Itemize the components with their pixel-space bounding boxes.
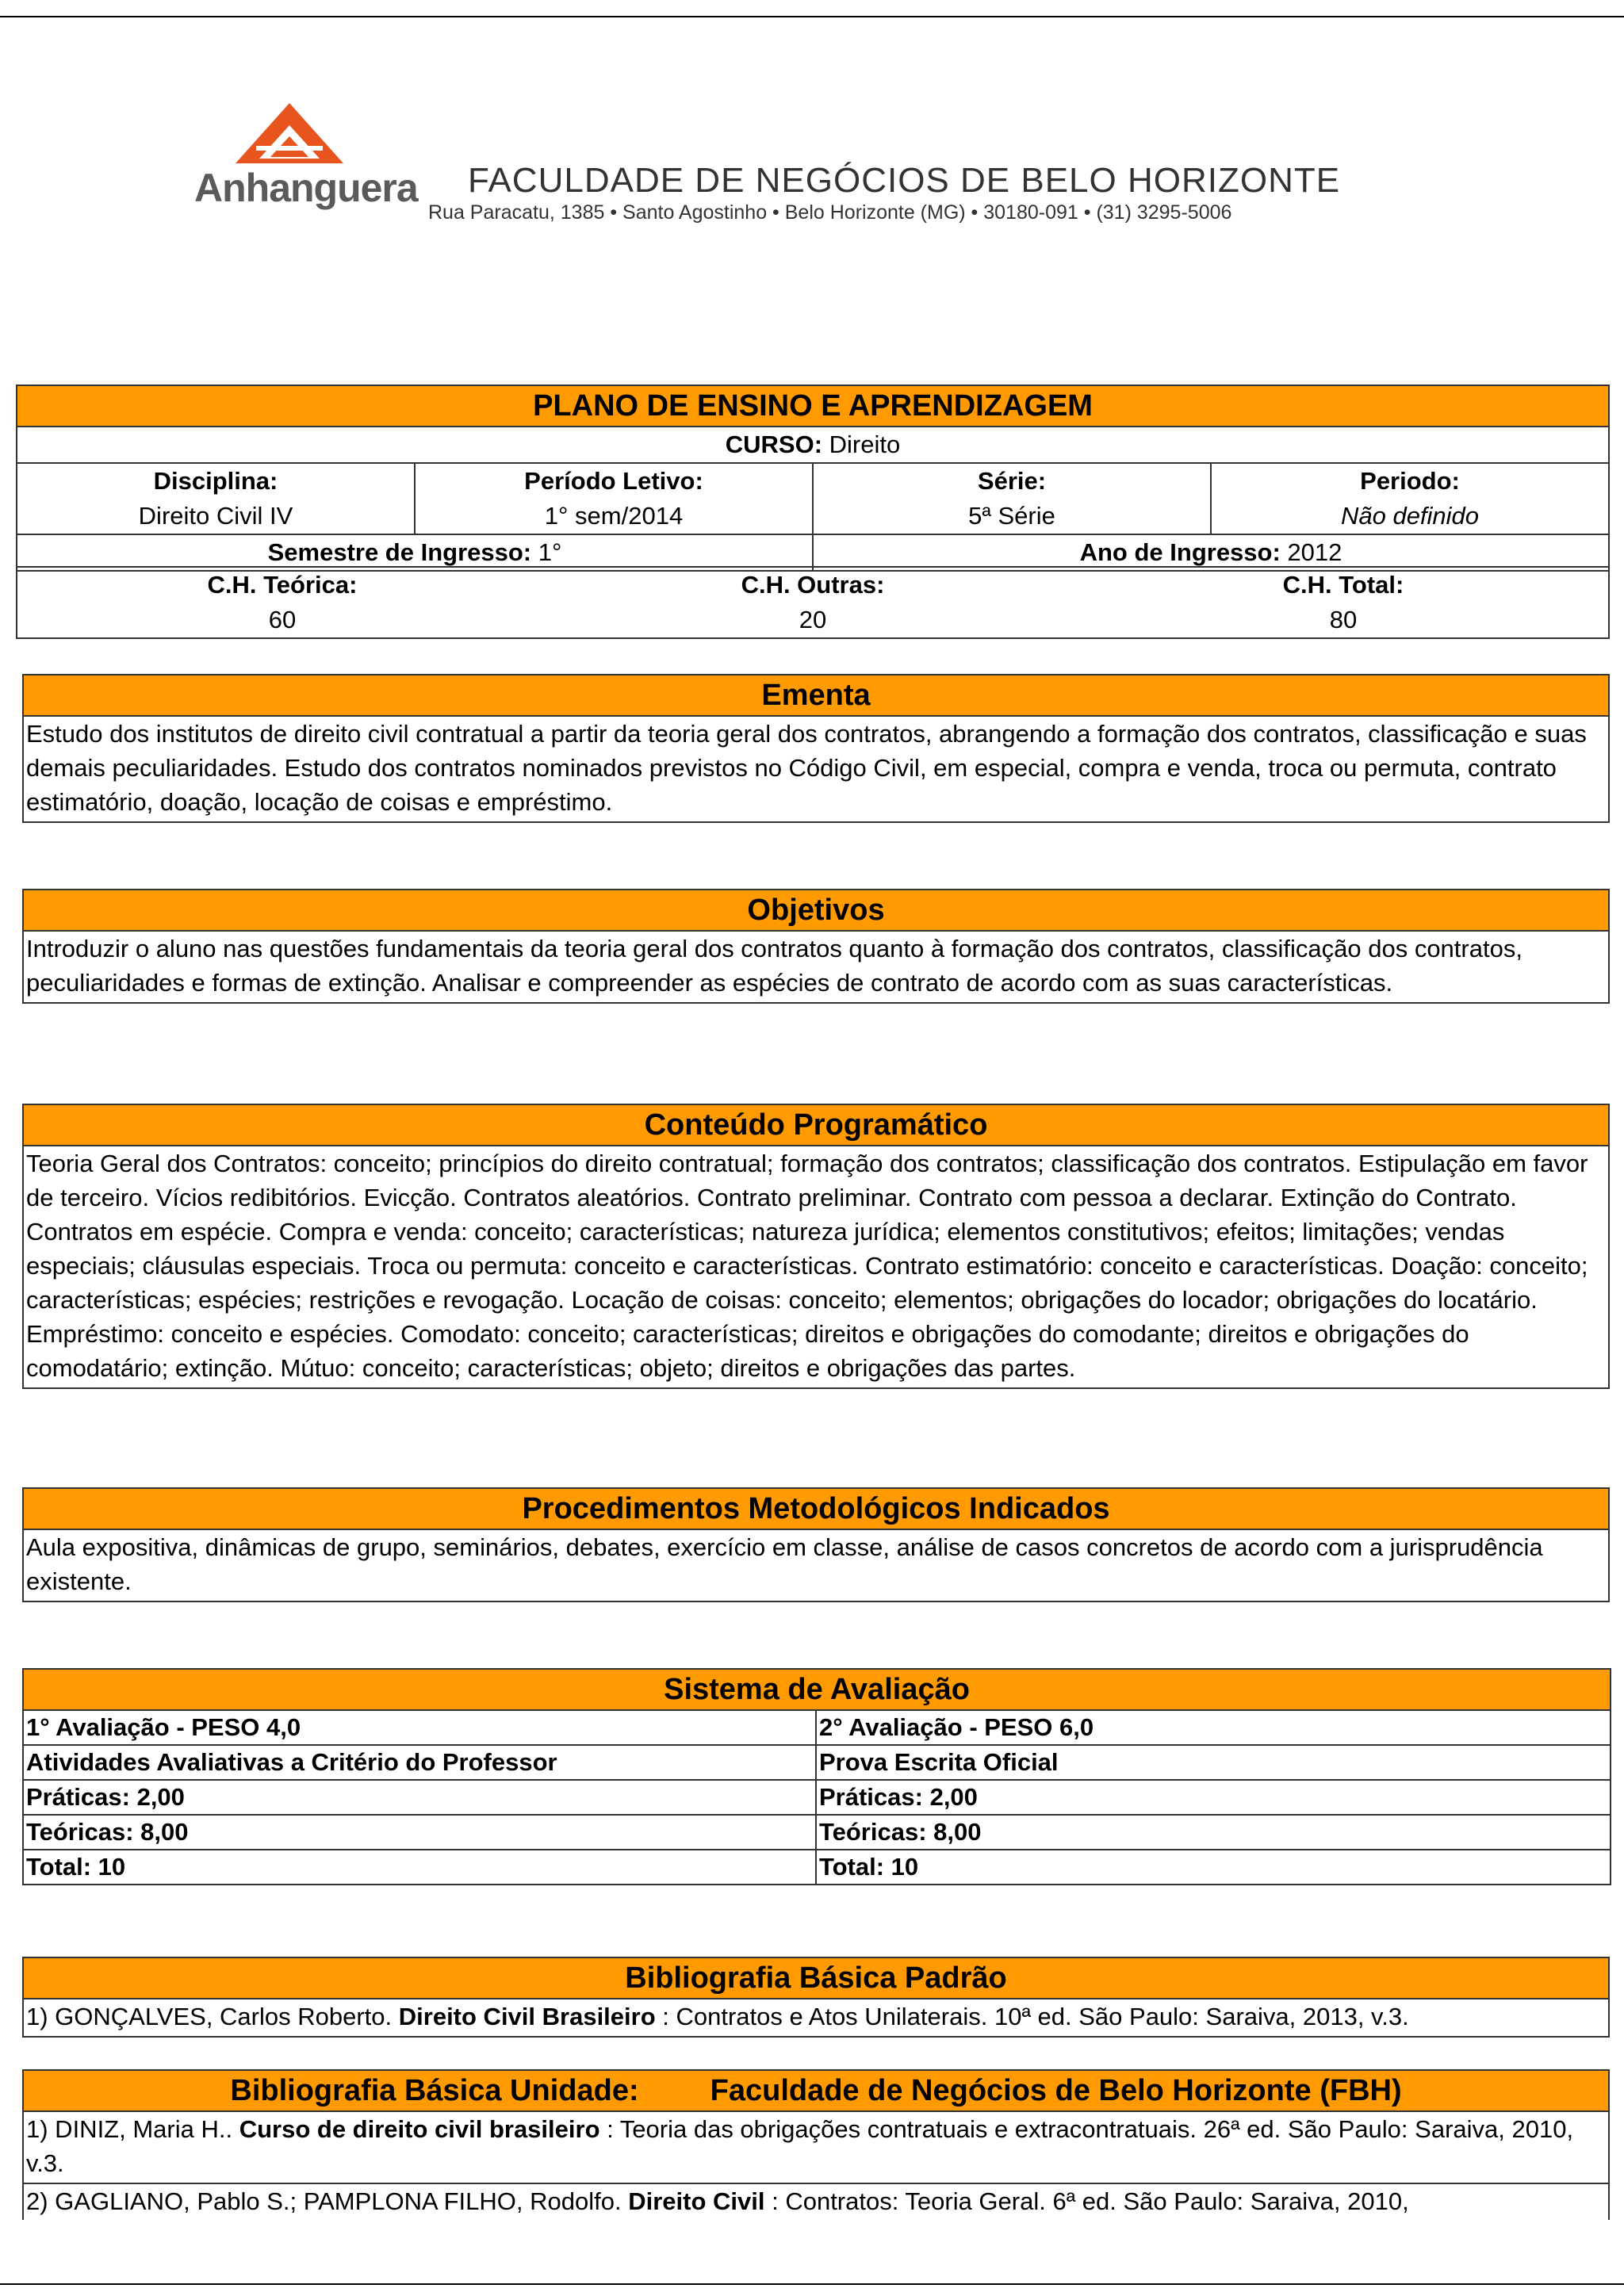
periodo-letivo-label: Período Letivo: [524, 467, 703, 495]
avaliacao-title: Sistema de Avaliação [23, 1669, 1611, 1710]
ch-teorica-label: C.H. Teórica: [207, 571, 358, 599]
logo-text: Anhanguera [194, 166, 418, 210]
bib-unidade-title [23, 2070, 1609, 2111]
avaliacao-cell: Práticas: 2,00 [816, 1780, 1611, 1815]
bib-unidade-item-2-author: 2) GAGLIANO, Pablo S.; PAMPLONA FILHO, Rodolfo. [26, 2187, 629, 2215]
avaliacao-cell: Práticas: 2,00 [23, 1780, 816, 1815]
serie-label: Série: [977, 467, 1047, 495]
bib-unidade-item-1-rest: : Teoria das obrigações contratuais e extracontratuais. 26ª ed. São Paulo: Saraiva, 2010, v.3. [26, 2115, 1574, 2177]
bib-unidade-item-2-title: Direito Civil [628, 2187, 765, 2215]
bib-unidade-item-1-title: Curso de direito civil brasileiro [239, 2115, 600, 2143]
bib-padrao-title: Bibliografia Básica Padrão [23, 1957, 1609, 1999]
bib-unidade-item-1-author: 1) DINIZ, Maria H.. [26, 2115, 239, 2143]
ch-teorica-value: 60 [268, 606, 297, 633]
avaliacao-cell: 1° Avaliação - PESO 4,0 [23, 1710, 816, 1745]
conteudo-title: Conteúdo Programático [23, 1104, 1609, 1146]
objetivos-text: Introduzir o aluno nas questões fundamentais da teoria geral dos contratos quanto à formação dos contratos, classificação dos contratos, peculiaridades e formas de extinção. Analisar e compreender as espécies de contrato de acordo com as suas características. [23, 931, 1609, 1003]
bib-padrao-item-title: Direito Civil Brasileiro [398, 2003, 656, 2030]
curso-row [17, 427, 1609, 463]
serie-cell [813, 463, 1211, 534]
bib-padrao-item-author: 1) GONÇALVES, Carlos Roberto. [26, 2003, 399, 2030]
avaliacao-cell: Total: 10 [816, 1850, 1611, 1885]
ano-label: Ano de Ingresso: [1079, 538, 1281, 566]
bib-padrao-item-rest: : Contratos e Atos Unilaterais. 10ª ed. São Paulo: Saraiva, 2013, v.3. [655, 2003, 1409, 2030]
institution-address: Rua Paracatu, 1385 • Santo Agostinho • Belo Horizonte (MG) • 30180-091 • (31) 3295-5006 [428, 201, 1232, 224]
bib-unidade-item-2 [23, 2183, 1609, 2221]
objetivos-title: Objetivos [23, 890, 1609, 931]
disciplina-label: Disciplina: [153, 467, 278, 495]
procedimentos-section [22, 1487, 1610, 1602]
ch-outras-label: C.H. Outras: [741, 571, 885, 599]
avaliacao-cell: Atividades Avaliativas a Critério do Professor [23, 1745, 816, 1780]
disciplina-cell [17, 463, 415, 534]
bib-unidade-item-2-rest: : Contratos: Teoria Geral. 6ª ed. São Paulo: Saraiva, 2010, [764, 2187, 1409, 2215]
conteudo-text: Teoria Geral dos Contratos: conceito; princípios do direito contratual; formação dos contratos; classificação dos contratos. Estipulação em favor de terceiro. Vícios redibitórios. Evicção. Contratos aleatórios. Contrato preliminar. Contrato com pessoa a declarar. Extinção do Contrato. Contratos em espécie. Compra e venda: conceito; características; natureza jurídica; elementos constitutivos; efeitos; limitações; vendas especiais; cláusulas especiais. Troca ou permuta: conceito e características. Contrato estimatório: conceito e características. Doação: conceito; características; espécies; restrições e revogação. Locação de coisas: conceito; elementos; obrigações do locador; obrigações do locatário. Empréstimo: conceito e espécies. Comodato: conceito; características; direitos e obrigações do comodante; direitos e obrigações do comodatário; extinção. Mútuo: conceito; características; objeto; direitos e obrigações das partes. [23, 1146, 1609, 1388]
ch-total-label: C.H. Total: [1282, 571, 1404, 599]
periodo-value: Não definido [1340, 502, 1480, 530]
carga-horaria-table [16, 566, 1610, 639]
periodo-letivo-value: 1° sem/2014 [544, 502, 684, 530]
bib-padrao-item [23, 1999, 1609, 2037]
ch-teorica-cell [17, 567, 547, 638]
avaliacao-cell: 2° Avaliação - PESO 6,0 [816, 1710, 1611, 1745]
ch-outras-cell [547, 567, 1078, 638]
ementa-title: Ementa [23, 675, 1609, 716]
avaliacao-cell: Total: 10 [23, 1850, 816, 1885]
semestre-label: Semestre de Ingresso: [267, 538, 532, 566]
bib-unidade-title-right: Faculdade de Negócios de Belo Horizonte (FBH) [710, 2074, 1402, 2107]
conteudo-section [22, 1104, 1610, 1389]
procedimentos-text: Aula expositiva, dinâmicas de grupo, seminários, debates, exercício em classe, análise de casos concretos de acordo com a jurisprudência existente. [23, 1529, 1609, 1601]
periodo-letivo-cell [415, 463, 813, 534]
avaliacao-cell: Teóricas: 8,00 [23, 1815, 816, 1850]
curso-value: Direito [829, 430, 901, 458]
serie-value: 5ª Série [968, 502, 1055, 530]
avaliacao-cell: Teóricas: 8,00 [816, 1815, 1611, 1850]
disciplina-value: Direito Civil IV [138, 502, 293, 530]
objetivos-section [22, 889, 1610, 1004]
institution-name: FACULDADE DE NEGÓCIOS DE BELO HORIZONTE [468, 161, 1341, 200]
ementa-text: Estudo dos institutos de direito civil contratual a partir da teoria geral dos contratos, abrangendo a formação dos contratos, classificação e suas demais peculiaridades. Estudo dos contratos nominados previstos no Código Civil, em especial, compra e venda, troca ou permuta, contrato estimatório, doação, locação de coisas e empréstimo. [23, 716, 1609, 822]
periodo-cell [1211, 463, 1609, 534]
top-rule [0, 16, 1624, 17]
semestre-value: 1° [538, 538, 562, 566]
bib-unidade-section [22, 2069, 1610, 2222]
ch-total-value: 80 [1329, 606, 1358, 633]
ch-outras-value: 20 [799, 606, 827, 633]
bib-padrao-section [22, 1957, 1610, 2038]
plano-table [16, 385, 1610, 572]
bib-unidade-title-left: Bibliografia Básica Unidade: [230, 2074, 639, 2107]
bib-unidade-item-1 [23, 2111, 1609, 2183]
ch-total-cell [1078, 567, 1609, 638]
ano-value: 2012 [1287, 538, 1342, 566]
bottom-rule [0, 2283, 1624, 2285]
curso-label: CURSO: [725, 430, 823, 458]
avaliacao-cell: Prova Escrita Oficial [816, 1745, 1611, 1780]
avaliacao-section [22, 1668, 1611, 1885]
plano-title: PLANO DE ENSINO E APRENDIZAGEM [17, 385, 1609, 427]
triangle-logo-icon [234, 101, 345, 165]
anhanguera-logo [194, 101, 418, 220]
procedimentos-title: Procedimentos Metodológicos Indicados [23, 1488, 1609, 1529]
periodo-label: Periodo: [1360, 467, 1460, 495]
ementa-section [22, 674, 1610, 823]
